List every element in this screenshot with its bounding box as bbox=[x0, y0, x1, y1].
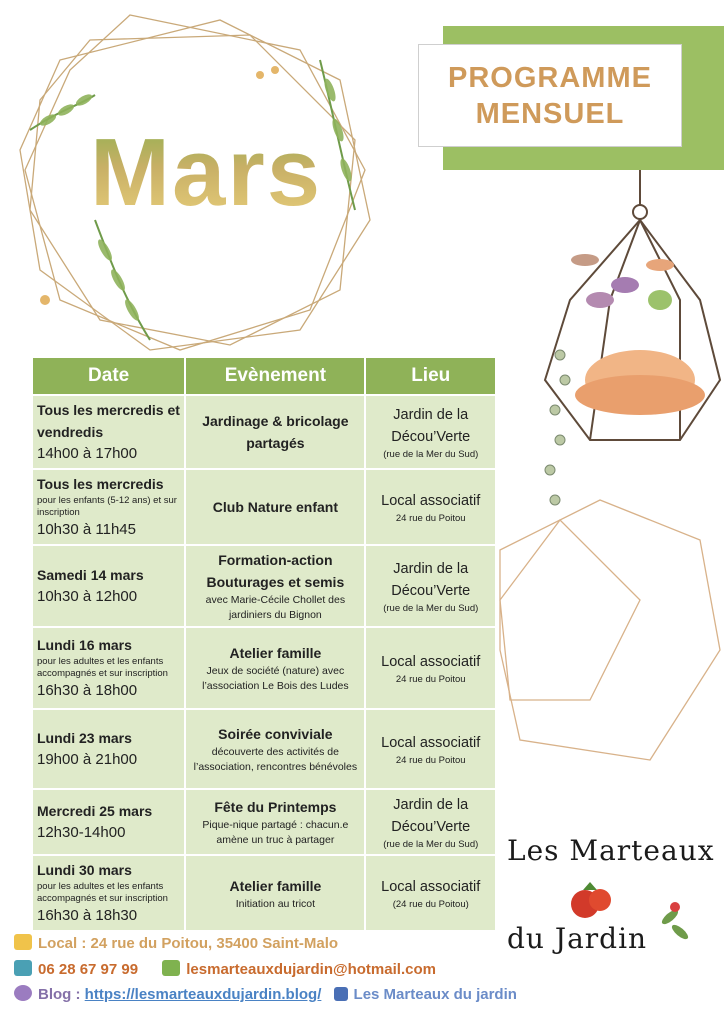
place-main: Jardin de la Décou’Verte bbox=[391, 560, 471, 599]
facebook-link[interactable] bbox=[334, 986, 517, 1003]
place-main: Local associatif bbox=[381, 653, 481, 670]
date-main: Lundi 16 mars bbox=[37, 637, 132, 653]
program-title-line2: MENSUEL bbox=[475, 97, 625, 130]
column-header-place: Lieu bbox=[365, 357, 496, 395]
place-main: Jardin de la Décou’Verte bbox=[391, 406, 471, 445]
footer-contact bbox=[14, 960, 436, 978]
date-time: 10h30 à 12h00 bbox=[37, 588, 138, 605]
date-time: 16h30 à 18h00 bbox=[37, 682, 138, 699]
place-cell bbox=[365, 469, 496, 545]
date-time: 14h00 à 17h00 bbox=[37, 445, 138, 462]
phone-text: 06 28 67 97 99 bbox=[38, 961, 139, 978]
column-header-event: Evènement bbox=[185, 357, 365, 395]
logo-line1: Les Marteaux bbox=[507, 834, 715, 867]
date-time: 16h30 à 18h30 bbox=[37, 907, 138, 924]
event-title: Soirée conviviale bbox=[218, 726, 333, 742]
address-text: Local : 24 rue du Poitou, 35400 Saint-Malo bbox=[38, 935, 339, 952]
table-row bbox=[32, 709, 496, 789]
place-cell bbox=[365, 709, 496, 789]
association-logo bbox=[505, 832, 715, 976]
place-sub: (rue de la Mer du Sud) bbox=[383, 602, 479, 614]
place-sub: (rue de la Mer du Sud) bbox=[383, 838, 479, 850]
column-header-date: Date bbox=[32, 357, 185, 395]
event-cell bbox=[185, 469, 365, 545]
date-main: Lundi 30 mars bbox=[37, 862, 132, 878]
facebook-icon bbox=[334, 987, 348, 1001]
place-cell bbox=[365, 789, 496, 855]
footer-address bbox=[14, 934, 338, 952]
place-main: Local associatif bbox=[381, 878, 481, 895]
event-title: Atelier famille bbox=[229, 877, 322, 894]
place-main: Local associatif bbox=[381, 734, 481, 751]
event-sub: Jeux de société (nature) avec l’association Le Bois des Ludes bbox=[202, 665, 349, 692]
place-cell bbox=[365, 855, 496, 931]
table-row bbox=[32, 627, 496, 709]
place-sub: (24 rue du Poitou) bbox=[392, 898, 469, 910]
event-title: Club Nature enfant bbox=[212, 499, 338, 515]
event-sub: découverte des activités de l’association, rencontres bénévoles bbox=[193, 746, 358, 773]
program-title-box bbox=[418, 44, 682, 147]
place-sub: 24 rue du Poitou bbox=[395, 673, 466, 685]
event-cell bbox=[185, 395, 365, 469]
table-row bbox=[32, 855, 496, 931]
month-title: Mars bbox=[90, 119, 323, 226]
place-main: Local associatif bbox=[381, 492, 481, 509]
date-cell bbox=[32, 469, 185, 545]
footer-web bbox=[14, 985, 517, 1003]
date-cell bbox=[32, 627, 185, 709]
facebook-text: Les Marteaux du jardin bbox=[353, 986, 517, 1003]
place-sub: (rue de la Mer du Sud) bbox=[383, 448, 479, 460]
place-cell bbox=[365, 395, 496, 469]
schedule-table bbox=[31, 356, 497, 932]
date-time: 12h30-14h00 bbox=[37, 824, 126, 841]
globe-icon bbox=[14, 985, 32, 1001]
date-cell bbox=[32, 855, 185, 931]
date-cell bbox=[32, 789, 185, 855]
logo-line2: du Jardin bbox=[507, 922, 648, 955]
event-sub: Initiation au tricot bbox=[235, 897, 316, 910]
place-cell bbox=[365, 545, 496, 627]
blog-label: Blog : bbox=[38, 986, 81, 1003]
event-cell bbox=[185, 545, 365, 627]
table-row bbox=[32, 789, 496, 855]
date-main: Tous les mercredis bbox=[37, 476, 164, 492]
date-main: Tous les mercredis et vendredis bbox=[37, 402, 180, 440]
event-cell bbox=[185, 627, 365, 709]
event-title: Formation-action Bouturages et semis bbox=[206, 552, 345, 590]
date-main: Mercredi 25 mars bbox=[37, 803, 153, 819]
event-title: Jardinage & bricolage partagés bbox=[202, 413, 349, 451]
email-link[interactable] bbox=[162, 961, 436, 978]
date-time: 10h30 à 11h45 bbox=[37, 521, 136, 538]
event-title: Atelier famille bbox=[229, 645, 322, 661]
computer-icon bbox=[162, 960, 180, 976]
place-main: Jardin de la Décou’Verte bbox=[391, 796, 471, 835]
place-cell bbox=[365, 627, 496, 709]
date-sub: pour les enfants (5-12 ans) et sur inscription bbox=[37, 495, 177, 518]
table-row bbox=[32, 545, 496, 627]
date-sub: pour les adultes et les enfants accompagnés et sur inscription bbox=[37, 656, 168, 679]
table-header-row bbox=[32, 357, 496, 395]
event-cell bbox=[185, 855, 365, 931]
date-sub: pour les adultes et les enfants accompagnés et sur inscription bbox=[37, 881, 168, 904]
date-cell bbox=[32, 545, 185, 627]
date-time: 19h00 à 21h00 bbox=[37, 751, 138, 768]
place-sub: 24 rue du Poitou bbox=[395, 754, 466, 766]
program-title-line1: PROGRAMME bbox=[448, 61, 652, 94]
phone-icon bbox=[14, 960, 32, 976]
date-main: Samedi 14 mars bbox=[37, 567, 144, 583]
event-cell bbox=[185, 789, 365, 855]
event-sub: Pique-nique partagé : chacun.e amène un truc à partager bbox=[202, 819, 349, 846]
location-pin-icon bbox=[14, 934, 32, 950]
email-text: lesmarteauxdujardin@hotmail.com bbox=[186, 961, 436, 978]
event-title: Fête du Printemps bbox=[214, 799, 337, 815]
blog-link[interactable]: https://lesmarteauxdujardin.blog/ bbox=[84, 986, 322, 1003]
table-row bbox=[32, 469, 496, 545]
event-sub: avec Marie-Cécile Chollet des jardiniers du Bignon bbox=[205, 594, 346, 621]
date-main: Lundi 23 mars bbox=[37, 730, 132, 746]
table-row bbox=[32, 395, 496, 469]
event-cell bbox=[185, 709, 365, 789]
date-cell bbox=[32, 709, 185, 789]
date-cell bbox=[32, 395, 185, 469]
place-sub: 24 rue du Poitou bbox=[395, 512, 466, 524]
